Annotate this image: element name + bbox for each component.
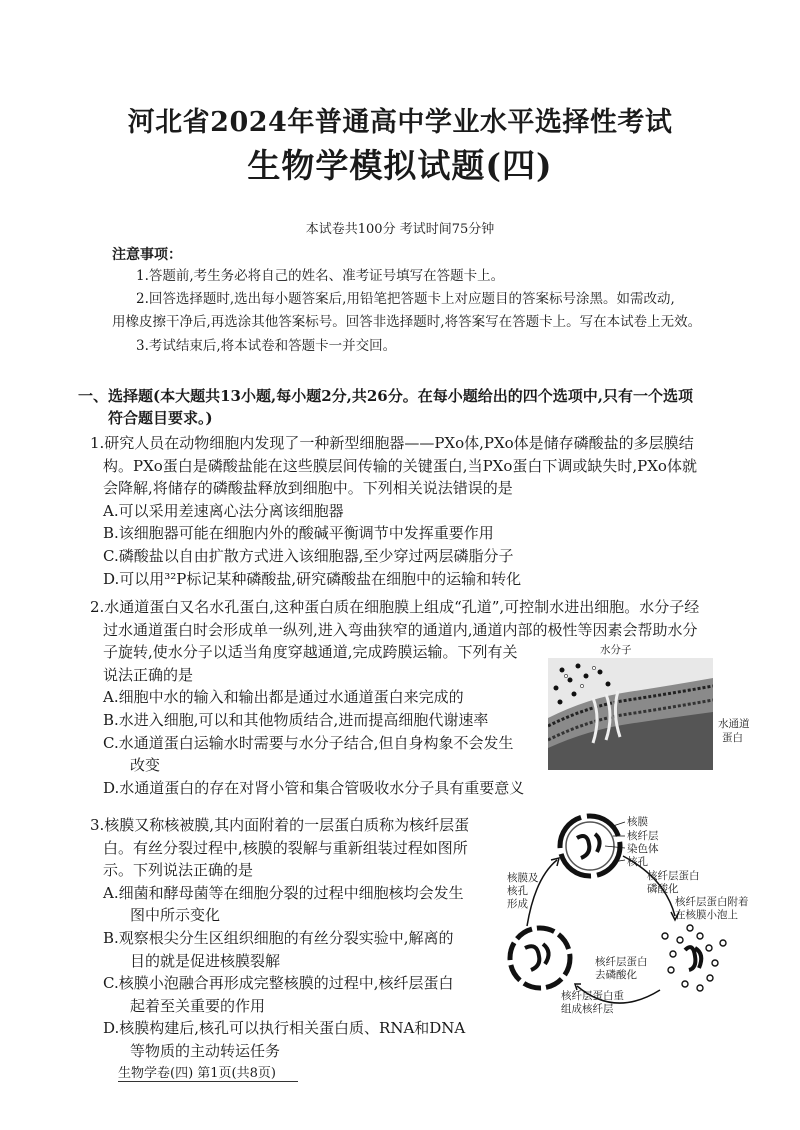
section-heading xyxy=(78,385,758,429)
option-a: A.细胞中水的输入和输出都是通过水通道蛋白来完成的 xyxy=(103,688,464,707)
reforming-nucleus-drawing xyxy=(510,928,570,988)
section-heading-line: 一、选择题(本大题共13小题,每小题2分,共26分。在每小题给出的四个选项中,只有一个选项 xyxy=(78,387,693,405)
question-line: 说法正确的是 xyxy=(103,665,194,684)
option-b: B.观察根尖分生区组织细胞的有丝分裂实验中,解离的 xyxy=(103,928,454,947)
option-c: C.水通道蛋白运输水时需要与水分子结合,但自身构象不会发生 xyxy=(103,733,514,752)
question-line: 示。下列说法正确的是 xyxy=(103,861,254,880)
label-dephosphorylation: 核纤层蛋白 xyxy=(595,956,648,968)
question-line: 构。PXo蛋白是磷酸盐能在这些膜层间传输的关键蛋白,当PXo蛋白下调或缺失时,PXo体就 xyxy=(103,456,697,475)
question-line: 会降解,将储存的磷酸盐释放到细胞中。下列相关说法错误的是 xyxy=(103,479,513,498)
option-b: B.该细胞器可能在细胞内外的酸碱平衡调节中发挥重要作用 xyxy=(103,524,494,543)
option-d-cont: 等物质的主动转运任务 xyxy=(130,1041,281,1060)
label-phosphorylation: 核纤层蛋白 xyxy=(647,870,700,882)
water-channel-figure xyxy=(548,642,750,772)
label-nuclear-pore: 核孔 xyxy=(627,856,648,868)
option-d: D.核膜构建后,核孔可以执行相关蛋白质、RNA和DNA xyxy=(103,1019,466,1038)
option-c: C.磷酸盐以自由扩散方式进入该细胞器,至少穿过两层磷脂分子 xyxy=(103,546,514,565)
option-a: A.可以采用差速离心法分离该细胞器 xyxy=(103,501,344,520)
label-attach: 在核膜小泡上 xyxy=(675,909,738,921)
section-heading-line: 符合题目要求。) xyxy=(108,409,213,427)
label-recombine: 核纤层蛋白重 xyxy=(561,990,624,1002)
option-b: B.水进入细胞,可以和其他物质结合,进而提高细胞代谢速率 xyxy=(103,710,489,729)
notice-item: 3.考试结束后,将本试卷和答题卡一并交回。 xyxy=(136,338,397,354)
option-c: C.核膜小泡融合再形成完整核膜的过程中,核纤层蛋白 xyxy=(103,974,454,993)
label-attach: 核纤层蛋白附着 xyxy=(675,896,749,908)
label-reform: 核孔 xyxy=(507,885,528,897)
figure-label-protein: 水通道 xyxy=(718,718,750,730)
label-nuclear-membrane: 核膜 xyxy=(627,816,648,828)
question-line: 3.核膜又称核被膜,其内面附着的一层蛋白质称为核纤层蛋 xyxy=(90,816,470,834)
notice-item: 1.答题前,考生务必将自己的姓名、准考证号填写在答题卡上。 xyxy=(136,268,505,284)
question-line: 1.研究人员在动物细胞内发现了一种新型细胞器——PXo体,PXo体是储存磷酸盐的多层膜结 xyxy=(90,434,694,452)
label-phosphorylation: 磷酸化 xyxy=(647,883,679,895)
label-nuclear-lamina: 核纤层 xyxy=(627,830,659,842)
exam-subtitle: 生物学模拟试题(四) xyxy=(247,146,553,185)
option-a-cont: 图中所示变化 xyxy=(130,906,221,925)
notice-heading: 注意事项： xyxy=(112,247,182,263)
question-line: 子旋转,使水分子以适当角度穿越通道,完成跨膜运输。下列有关 xyxy=(103,643,518,662)
figure-label-protein: 蛋白 xyxy=(722,732,743,744)
option-a: A.细菌和酵母菌等在细胞分裂的过程中细胞核均会发生 xyxy=(103,883,464,902)
label-recombine: 组成核纤层 xyxy=(561,1003,614,1015)
option-d: D.可以用³²P标记某种磷酸盐,研究磷酸盐在细胞中的运输和转化 xyxy=(103,569,522,588)
exam-meta: 本试卷共100分 考试时间75分钟 xyxy=(305,222,495,237)
intact-nucleus-drawing xyxy=(560,816,620,876)
figure-label-water: 水分子 xyxy=(600,644,632,656)
fragmented-nucleus-drawing xyxy=(662,925,726,991)
question-line: 白。有丝分裂过程中,核膜的裂解与重新组装过程如图所 xyxy=(103,838,468,857)
membrane-illustration xyxy=(548,658,713,770)
question-3 xyxy=(90,814,510,1063)
question-1 xyxy=(90,432,780,590)
footer-underline xyxy=(118,1081,298,1082)
nuclear-envelope-figure xyxy=(495,808,785,1043)
question-line: 过水通道蛋白时会形成单一纵列,进入弯曲狭窄的通道内,通道内部的极性等因素会帮助水分 xyxy=(103,620,698,639)
label-chromosome: 染色体 xyxy=(627,843,659,855)
option-c-cont: 改变 xyxy=(130,756,161,775)
question-line: 2.水通道蛋白又名水孔蛋白,这种蛋白质在细胞膜上组成“孔道”,可控制水进出细胞。水分子经 xyxy=(90,598,700,616)
notice-item: 用橡皮擦干净后,再选涂其他答案标号。回答非选择题时,将答案写在答题卡上。写在本试卷上无效。 xyxy=(112,314,702,330)
exam-title: 河北省2024年普通高中学业水平选择性考试 xyxy=(127,107,673,138)
label-reform: 核膜及 xyxy=(507,872,539,884)
page-footer: 生物学卷(四) 第1页(共8页) xyxy=(118,1066,276,1081)
notice-item: 2.回答选择题时,选出每小题答案后,用铅笔把答题卡上对应题目的答案标号涂黑。如需改动, xyxy=(136,291,675,307)
label-reform: 形成 xyxy=(507,898,528,910)
label-dephosphorylation: 去磷酸化 xyxy=(595,969,637,981)
option-d: D.水通道蛋白的存在对肾小管和集合管吸收水分子具有重要意义 xyxy=(103,778,525,797)
option-b-cont: 目的就是促进核膜裂解 xyxy=(130,951,281,970)
option-c-cont: 起着至关重要的作用 xyxy=(130,996,266,1015)
